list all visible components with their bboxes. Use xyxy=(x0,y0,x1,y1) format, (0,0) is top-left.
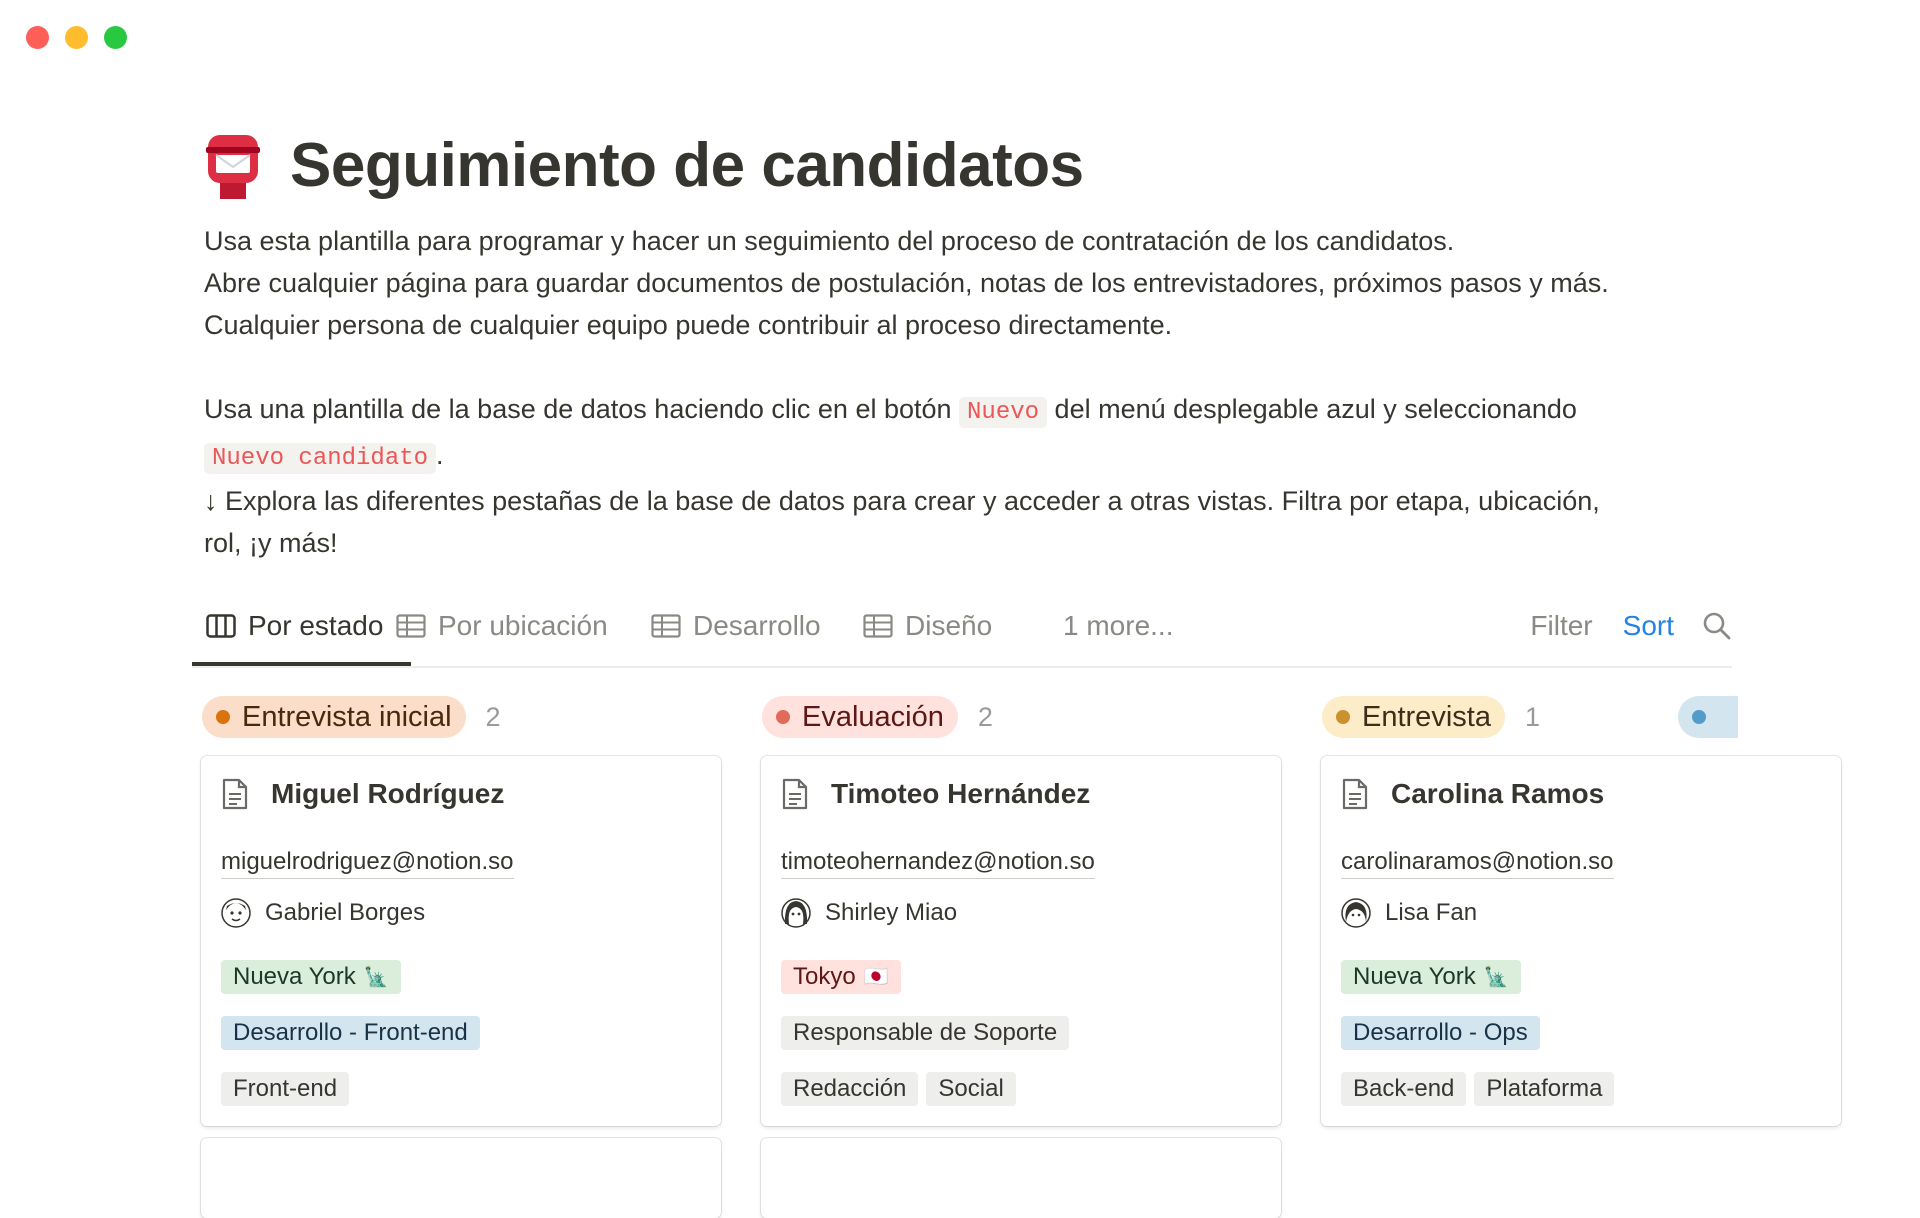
tab-por-estado[interactable]: Por estado xyxy=(206,610,383,642)
location-tag: Nueva York 🗽 xyxy=(221,960,401,994)
avatar xyxy=(221,898,251,928)
interviewer: Shirley Miao xyxy=(781,898,957,928)
role-tag: Desarrollo - Ops xyxy=(1341,1016,1540,1050)
window-controls xyxy=(26,26,127,49)
email-link[interactable]: carolinaramos@notion.so xyxy=(1341,848,1614,879)
skill-tag: Front-end xyxy=(221,1072,349,1106)
skill-tag: Social xyxy=(926,1072,1015,1106)
board-group-header[interactable] xyxy=(1322,696,1540,738)
japan-flag-icon: 🇯🇵 xyxy=(863,966,889,988)
description-line: Cualquier persona de cualquier equipo puede contribuir al proceso directamente. xyxy=(204,310,1173,340)
board-group-header[interactable] xyxy=(202,696,501,738)
page-title[interactable]: Seguimiento de candidatos xyxy=(290,131,1084,200)
description-line: Abre cualquier página para guardar documentos de postulación, notas de los entrevistadores, próximos pasos y más. xyxy=(204,268,1609,298)
next-group-pill[interactable] xyxy=(1678,696,1738,738)
skill-tag: Redacción xyxy=(781,1072,918,1106)
candidate-card[interactable] xyxy=(761,756,1281,1126)
page-icon xyxy=(1341,778,1369,810)
description-line: Usa una plantilla de la base de datos haciendo clic en el botón Nuevo del menú desplegable azul y seleccionando xyxy=(204,394,1577,426)
tab-desarrollo[interactable]: Desarrollo xyxy=(651,610,821,642)
candidate-card[interactable] xyxy=(201,756,721,1126)
view-tabs xyxy=(192,604,1732,668)
location-tag: Tokyo 🇯🇵 xyxy=(781,960,901,994)
candidate-card-partial[interactable] xyxy=(761,1138,1281,1218)
filter-button[interactable]: Filter xyxy=(1530,610,1593,641)
table-icon xyxy=(396,614,426,638)
description-line: ↓ Explora las diferentes pestañas de la base de datos para crear y acceder a otras vistas. Filtra por etapa, ubicación, xyxy=(204,486,1600,516)
minimize-window-button[interactable] xyxy=(65,26,88,49)
search-icon[interactable] xyxy=(1702,611,1732,641)
group-count: 1 xyxy=(1524,701,1540,732)
status-pill: Evaluación xyxy=(762,696,958,738)
statue-of-liberty-icon: 🗽 xyxy=(363,966,389,988)
code-new: Nuevo xyxy=(959,397,1047,428)
card-title[interactable]: Miguel Rodríguez xyxy=(221,778,504,810)
board-icon xyxy=(206,614,236,638)
group-count: 2 xyxy=(485,701,501,732)
page-header xyxy=(204,130,1084,201)
close-window-button[interactable] xyxy=(26,26,49,49)
tab-diseno[interactable]: Diseño xyxy=(863,610,992,642)
card-title[interactable]: Timoteo Hernández xyxy=(781,778,1090,810)
code-new-candidate: Nuevo candidato xyxy=(204,443,436,474)
description-line: Usa esta plantilla para programar y hacer un seguimiento del proceso de contratación de los candidatos. xyxy=(204,226,1455,256)
email-link[interactable]: miguelrodriguez@notion.so xyxy=(221,848,514,879)
location-tag: Nueva York 🗽 xyxy=(1341,960,1521,994)
skill-tag: Plataforma xyxy=(1474,1072,1614,1106)
description-line: Nuevo candidato . xyxy=(204,434,1734,480)
candidate-card[interactable] xyxy=(1321,756,1841,1126)
card-title[interactable]: Carolina Ramos xyxy=(1341,778,1604,810)
page-icon xyxy=(781,778,809,810)
description-line: rol, ¡y más! xyxy=(204,528,338,558)
status-pill: Entrevista xyxy=(1322,696,1505,738)
tab-por-ubicacion[interactable]: Por ubicación xyxy=(396,610,608,642)
table-icon xyxy=(651,614,681,638)
status-pill: Entrevista inicial xyxy=(202,696,466,738)
postbox-icon[interactable] xyxy=(204,131,262,201)
group-count: 2 xyxy=(977,701,993,732)
email-link[interactable]: timoteohernandez@notion.so xyxy=(781,848,1095,879)
sort-button[interactable]: Sort xyxy=(1622,610,1674,641)
skill-tag: Back-end xyxy=(1341,1072,1466,1106)
candidate-card-partial[interactable] xyxy=(201,1138,721,1218)
active-tab-indicator xyxy=(192,662,411,666)
interviewer: Gabriel Borges xyxy=(221,898,425,928)
role-tag: Responsable de Soporte xyxy=(781,1016,1069,1050)
view-tools xyxy=(1530,610,1732,642)
page-icon xyxy=(221,778,249,810)
role-tag: Desarrollo - Front-end xyxy=(221,1016,480,1050)
board-group-header[interactable] xyxy=(762,696,993,738)
statue-of-liberty-icon: 🗽 xyxy=(1483,966,1509,988)
interviewer: Lisa Fan xyxy=(1341,898,1477,928)
more-views-button[interactable]: 1 more... xyxy=(1063,610,1174,641)
avatar xyxy=(1341,898,1371,928)
avatar xyxy=(781,898,811,928)
zoom-window-button[interactable] xyxy=(104,26,127,49)
table-icon xyxy=(863,614,893,638)
page-description xyxy=(204,220,1734,564)
